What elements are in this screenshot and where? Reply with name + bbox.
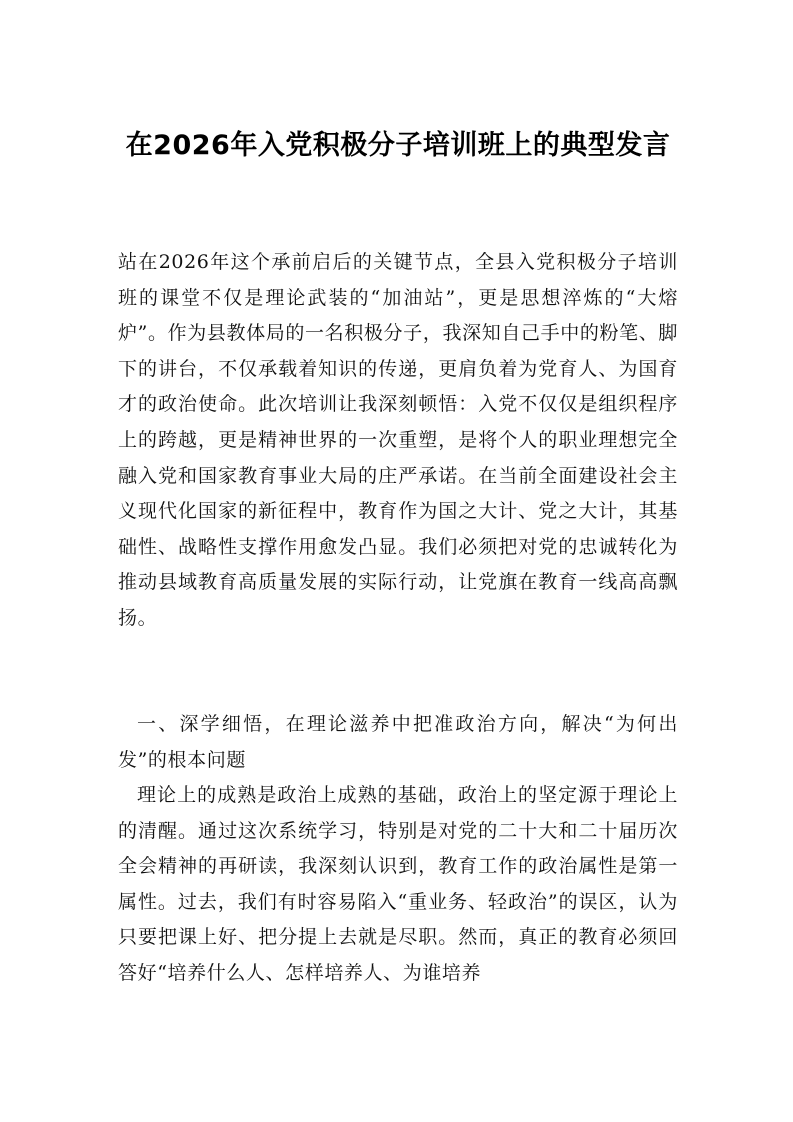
document-title: 在2026年入党积极分子培训班上的典型发言	[125, 130, 671, 161]
section-heading-1: 一、深学细悟，在理论滋养中把准政治方向，解决“为何出发”的根本问题	[118, 713, 678, 771]
section-1-paragraph: 理论上的成熟是政治上成熟的基础，政治上的坚定源于理论上的清醒。通过这次系统学习，特别是对党的二十大和二十届历次全会精神的再研读，我深刻认识到，教育工作的政治属性是第一属性。过去，我们有时容易陷入“重业务、轻政治”的误区，认为只要把课上好、把分提上去就是尽职。然而，真正的教育必须回答好“培养什么人、怎样培养人、为谁培养	[118, 784, 678, 984]
intro-paragraph: 站在2026年这个承前启后的关键节点，全县入党积极分子培训班的课堂不仅是理论武装的“加油站”，更是思想淬炼的“大熔炉”。作为县教体局的一名积极分子，我深知自己手中的粉笔、脚下的讲台，不仅承载着知识的传递，更肩负着为党育人、为国育才的政治使命。此次培训让我深刻顿悟：入党不仅仅是组织程序上的跨越，更是精神世界的一次重塑，是将个人的职业理想完全融入党和国家教育事业大局的庄严承诺。在当前全面建设社会主义现代化国家的新征程中，教育作为国之大计、党之大计，其基础性、战略性支撑作用愈发凸显。我们必须把对党的忠诚转化为推动县域教育高质量发展的实际行动，让党旗在教育一线高高飘扬。	[118, 251, 678, 629]
